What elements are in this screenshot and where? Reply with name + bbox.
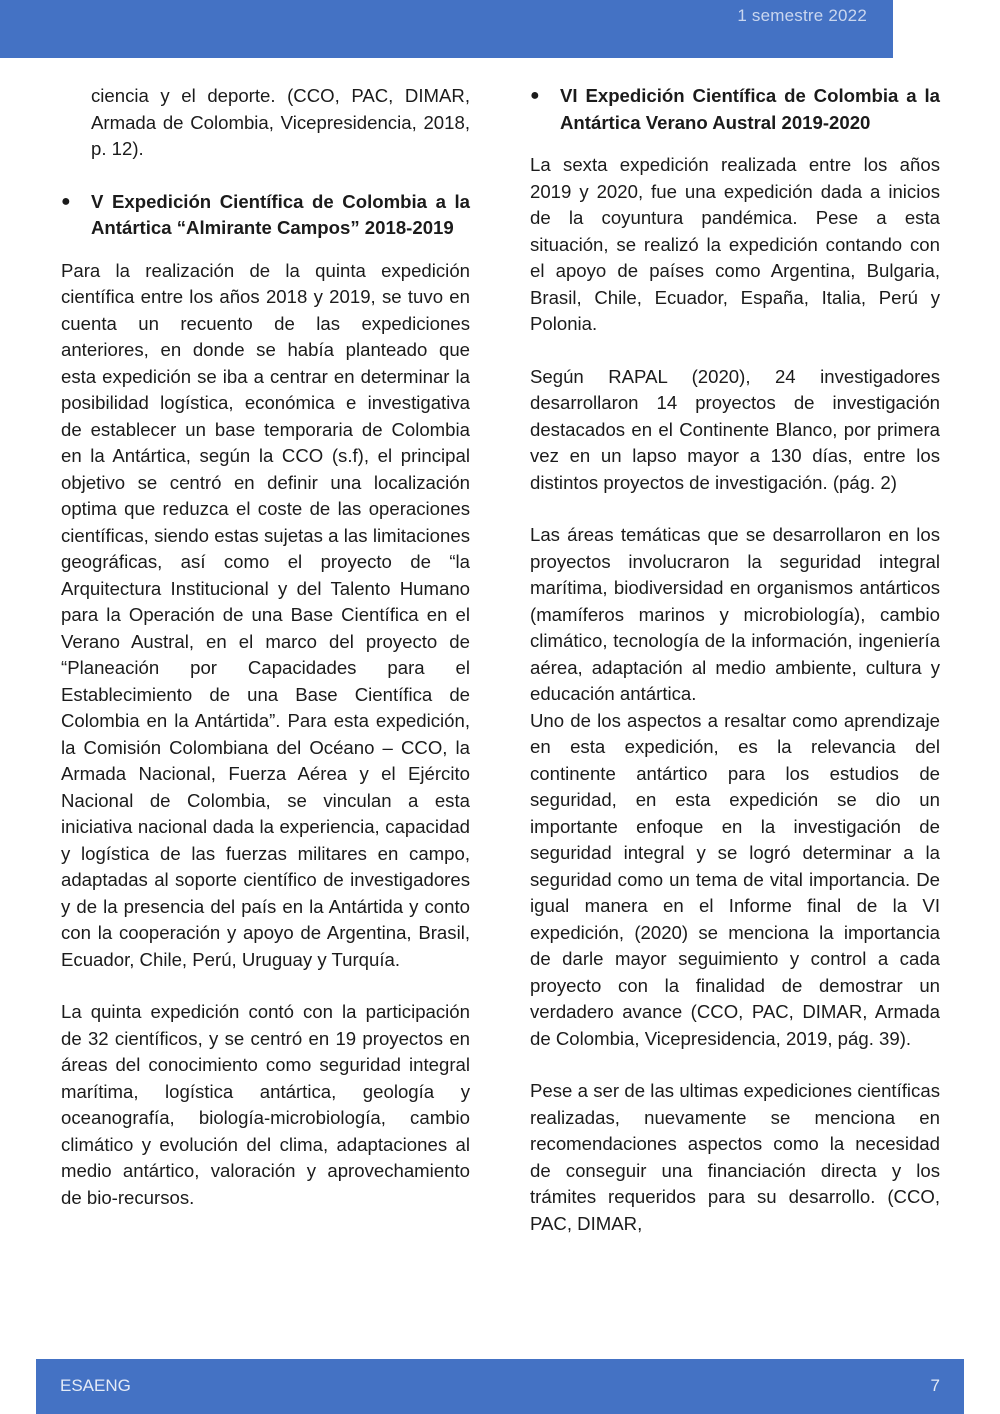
paragraph: Pese a ser de las ultimas expediciones científicas realizadas, nuevamente se menciona en recomendaciones aspectos como la necesidad de conseguir una financiación directa y los trámites requeridos para su desarrollo. (CCO, PAC, DIMAR,	[530, 1080, 940, 1234]
paragraph: Según RAPAL (2020), 24 investigadores desarrollaron 14 proyectos de investigación destacados en el Continente Blanco, por primera vez en un lapso mayor a 130 días, entre los distintos proyectos de investigación. (pág. 2)	[530, 365, 940, 493]
section-heading-vi-expedition	[530, 83, 940, 136]
bullet-icon: ●	[530, 87, 540, 104]
paragraph: Para la realización de la quinta expedición científica entre los años 2018 y 2019, se tuvo en cuenta un recuento de las expediciones anteriores, en donde se había planteado que esta expedición se iba a centrar en determinar la posibilidad logística, económica e investigativa de establecer un base temporaria de Colombia en la Antártica, según la CCO (s.f), el principal objetivo se centró en definir una localización optima que reduzca el coste de las operaciones científicas, siendo estas sujetas a las limitaciones geográficas, así como el proyecto de “la Arquitectura Institucional y del Talento Humano para la Operación de una Base Científica en el Verano Austral, en el marco del proyecto de “Planeación por Capacidades para el Establecimiento de una Base Científica de Colombia en la Antártida”. Para esta expedición, la Comisión Colombiana del Océano – CCO, la Armada Nacional, Fuerza Aérea y el Ejército Nacional de Colombia, se vinculan a esta iniciativa nacional dada la experiencia, capacidad y logística de las fuerzas militares en campo, adaptadas al soporte científico de investigadores y de la presencia del país en la Antártida y conto con la cooperación y apoyo de Argentina, Brasil, Ecuador, Chile, Perú, Uruguay y Turquía.	[61, 259, 470, 970]
paragraph: La quinta expedición contó con la participación de 32 científicos, y se centró en 19 proyectos en áreas del conocimiento como seguridad integral marítima, logística antártica, geología y oceanografía, biología-microbiología, cambio climático y evolución del clima, adaptaciones al medio antártico, valoración y aprovechamiento de bio-recursos.	[61, 1001, 470, 1208]
page-number: 7	[930, 1376, 940, 1395]
continued-text: ciencia y el deporte. (CCO, PAC, DIMAR, Armada de Colombia, Vicepresidencia, 2018, p. 12).	[91, 85, 470, 159]
footer-bar	[36, 1359, 964, 1414]
bullet-icon: ●	[61, 192, 71, 210]
paragraph: La sexta expedición realizada entre los años 2019 y 2020, fue una expedición dada a inicios de la coyuntura pandémica. Pese a esta situación, se realizó la expedición contando con el apoyo de países como Argentina, Bulgaria, Brasil, Chile, Ecuador, España, Italia, Perú y Polonia.	[530, 154, 940, 334]
paragraph: Uno de los aspectos a resaltar como aprendizaje en esta expedición, es la relevancia del continente antártico para los estudios de seguridad, en esta expedición se dio un importante enfoque en la investigación de seguridad integral y se logró determinar a la seguridad como un tema de vital importancia. De igual manera en el Informe final de la VI expedición, (2020) se menciona la importancia de darle mayor seguimiento y control a cada proyecto con la finalidad de demostrar un verdadero avance (CCO, PAC, DIMAR, Armada de Colombia, Vicepresidencia, 2019, pág. 39).	[530, 709, 940, 1049]
left-column	[61, 83, 470, 1211]
heading-text: VI Expedición Científica de Colombia a la Antártica Verano Austral 2019-2020	[560, 85, 940, 133]
heading-text: V Expedición Científica de Colombia a la Antártica “Almirante Campos” 2018-2019	[91, 190, 470, 238]
header-bar	[0, 0, 893, 58]
section-heading-v-expedition	[61, 189, 470, 242]
footer-brand: ESAENG	[60, 1376, 131, 1395]
semester-label: 1 semestre 2022	[737, 6, 867, 25]
right-column	[530, 83, 940, 1237]
paragraph: Las áreas temáticas que se desarrollaron en los proyectos involucraron la seguridad integral marítima, biodiversidad en organismos antárticos (mamíferos marinos y microbiología), cambio climático, tecnología de la información, ingeniería aérea, adaptación al medio ambiente, cultura y educación antártica.	[530, 524, 940, 704]
